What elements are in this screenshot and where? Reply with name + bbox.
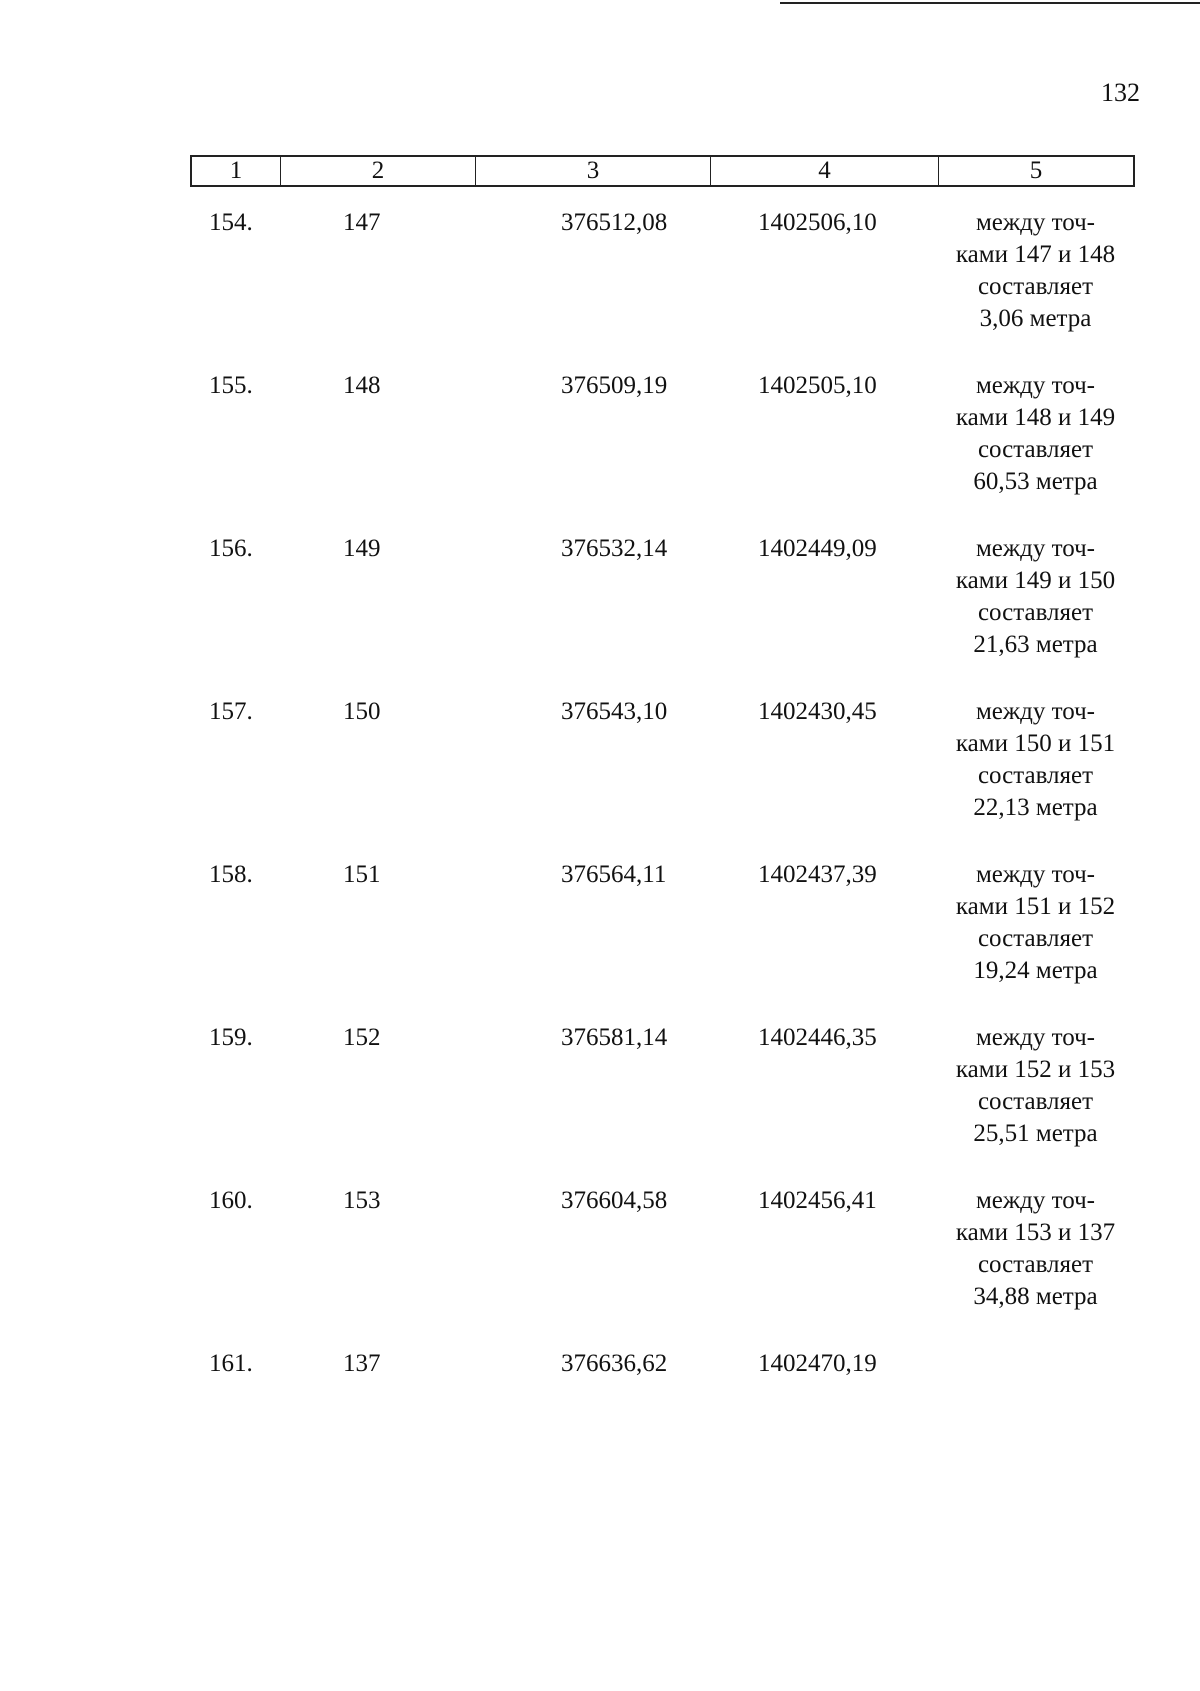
header-cell-3: 3 — [475, 157, 710, 185]
note-line: ками 151 и 152 — [955, 893, 1116, 920]
y-coordinate: 1402505,10 — [758, 372, 877, 399]
y-coordinate: 1402437,39 — [758, 861, 877, 888]
table-header — [190, 155, 1135, 187]
y-coordinate: 1402446,35 — [758, 1024, 877, 1051]
top-rule — [780, 2, 1200, 4]
distance-note — [936, 1348, 1131, 1388]
row-number: 161. — [209, 1350, 253, 1377]
y-coordinate: 1402430,45 — [758, 698, 877, 725]
point-number: 149 — [343, 535, 381, 562]
coordinates-table — [190, 155, 1135, 1388]
y-coordinate: 1402456,41 — [758, 1187, 877, 1214]
y-coordinate: 1402506,10 — [758, 209, 877, 236]
table-row — [190, 370, 1135, 533]
note-line: составляет — [977, 599, 1094, 626]
point-number: 147 — [343, 209, 381, 236]
note-line: составляет — [977, 925, 1094, 952]
note-line: составляет — [977, 762, 1094, 789]
header-cell-1: 1 — [229, 157, 243, 184]
note-line: 21,63 метра — [973, 631, 1098, 658]
note-line: между точ- — [975, 1024, 1095, 1051]
table-row — [190, 696, 1135, 859]
x-coordinate: 376532,14 — [561, 535, 668, 562]
note-line: ками 148 и 149 — [955, 404, 1116, 431]
note-line: 19,24 метра — [973, 957, 1098, 984]
point-number: 153 — [343, 1187, 381, 1214]
distance-note — [936, 533, 1131, 696]
note-line: составляет — [977, 1251, 1094, 1278]
header-cell-4: 4 — [710, 157, 938, 185]
row-number: 156. — [209, 535, 253, 562]
y-coordinate: 1402449,09 — [758, 535, 877, 562]
table-row — [190, 859, 1135, 1022]
point-number: 150 — [343, 698, 381, 725]
note-line: между точ- — [975, 1187, 1095, 1214]
point-number: 137 — [343, 1350, 381, 1377]
table-row — [190, 1022, 1135, 1185]
row-number: 154. — [209, 209, 253, 236]
note-line: 25,51 метра — [973, 1120, 1098, 1147]
point-number: 151 — [343, 861, 381, 888]
distance-note — [936, 207, 1131, 370]
row-number: 157. — [209, 698, 253, 725]
note-line: между точ- — [975, 372, 1095, 399]
note-line: ками 147 и 148 — [955, 241, 1116, 268]
note-line: между точ- — [975, 535, 1095, 562]
x-coordinate: 376564,11 — [561, 861, 667, 888]
note-line: 22,13 метра — [973, 794, 1098, 821]
note-line: составляет — [977, 273, 1094, 300]
row-number: 160. — [209, 1187, 253, 1214]
distance-note — [936, 370, 1131, 533]
table-row — [190, 1348, 1135, 1388]
note-line: ками 150 и 151 — [955, 730, 1116, 757]
table-row — [190, 1185, 1135, 1348]
note-line: ками 152 и 153 — [955, 1056, 1116, 1083]
x-coordinate: 376543,10 — [561, 698, 668, 725]
note-line: 34,88 метра — [973, 1283, 1098, 1310]
note-line: между точ- — [975, 698, 1095, 725]
header-cell-2: 2 — [280, 157, 475, 185]
table-body — [190, 207, 1135, 1388]
header-cell-5: 5 — [938, 157, 1133, 185]
note-line: составляет — [977, 1088, 1094, 1115]
note-line: ками 153 и 137 — [955, 1219, 1116, 1246]
point-number: 148 — [343, 372, 381, 399]
note-line: 60,53 метра — [973, 468, 1098, 495]
note-line: 3,06 метра — [979, 305, 1092, 332]
note-line: ками 149 и 150 — [955, 567, 1116, 594]
note-line: составляет — [977, 436, 1094, 463]
note-line: между точ- — [975, 861, 1095, 888]
row-number: 158. — [209, 861, 253, 888]
table-row — [190, 533, 1135, 696]
x-coordinate: 376604,58 — [561, 1187, 668, 1214]
table-row — [190, 207, 1135, 370]
page-number: 132 — [1101, 78, 1140, 107]
x-coordinate: 376581,14 — [561, 1024, 668, 1051]
distance-note — [936, 1022, 1131, 1185]
x-coordinate: 376509,19 — [561, 372, 668, 399]
row-number: 155. — [209, 372, 253, 399]
distance-note — [936, 1185, 1131, 1348]
point-number: 152 — [343, 1024, 381, 1051]
y-coordinate: 1402470,19 — [758, 1350, 877, 1377]
distance-note — [936, 859, 1131, 1022]
note-line: между точ- — [975, 209, 1095, 236]
x-coordinate: 376512,08 — [561, 209, 668, 236]
distance-note — [936, 696, 1131, 859]
x-coordinate: 376636,62 — [561, 1350, 668, 1377]
row-number: 159. — [209, 1024, 253, 1051]
